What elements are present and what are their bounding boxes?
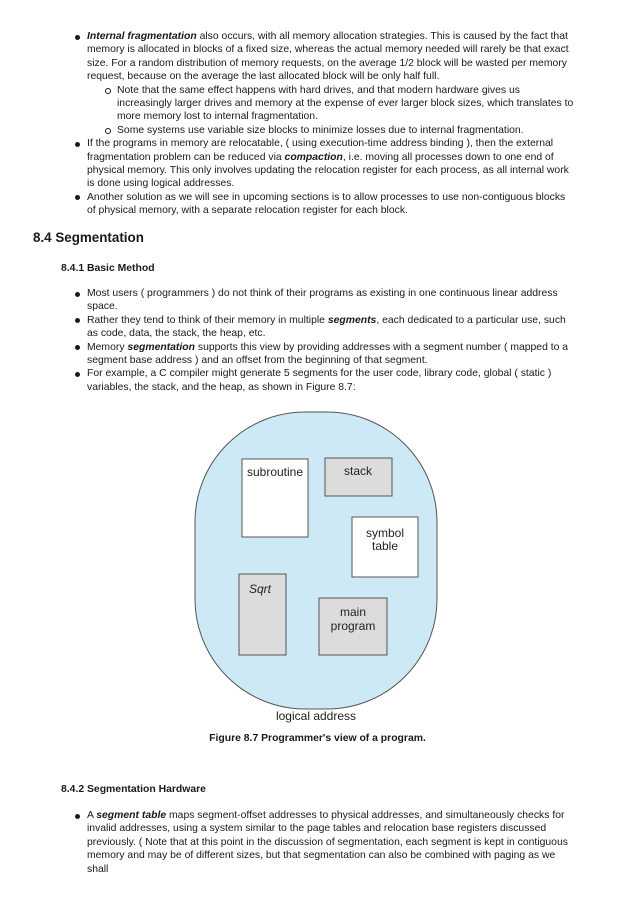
segment-stack-label: stack <box>343 464 373 478</box>
term-internal-fragmentation: Internal fragmentation <box>87 31 197 42</box>
term-segmentation: segmentation <box>127 341 195 353</box>
section-title: 8.4 Segmentation <box>33 230 144 245</box>
list-item <box>75 367 575 394</box>
list-item-text: , each dedicated to a particular use, such as code, data, the stack, the heap, etc. <box>87 314 566 340</box>
list-item-text: Memory <box>87 341 128 353</box>
segment-subroutine-label: subroutine <box>246 465 304 479</box>
list-item-text: , i.e. moving all processes down to one end of physical memory. This only involves updating the relocation register for each process, as all internal work is done using logical addresses. <box>87 151 569 190</box>
sub-list-item <box>104 84 575 124</box>
figure-caption: Figure 8.7 Programmer's view of a program. <box>209 733 426 744</box>
segmentation-hardware-list <box>75 809 575 876</box>
term-segments: segments <box>327 314 377 326</box>
list-item <box>75 30 575 137</box>
list-item <box>75 341 575 368</box>
segment-table-label: table <box>371 539 399 553</box>
segment-program-label: program <box>330 619 376 633</box>
basic-method-list <box>75 287 575 394</box>
list-item-text: A <box>87 810 97 821</box>
list-item-text: maps segment-offset addresses to physical addresses, and simultaneously checks for invalid addresses, using a system similar to the page tables and relocation base registers discussed previously. ( Note that at this point in the discussion of segmentation, each segment is kept in contiguous memory and may be of different sizes, but that segmentation can also be combined with paging as we shall <box>87 810 568 875</box>
list-item-text: supports this view by providing addresses with a segment number ( mapped to a segment base address ) and an offset from the beginning of that segment. <box>87 341 569 367</box>
list-item-text: Rather they tend to think of their memory in multiple <box>87 314 328 326</box>
list-item <box>75 137 575 191</box>
fragmentation-list <box>75 30 575 218</box>
sub-list-item-text: Some systems use variable size blocks to minimize losses due to internal fragmentation. <box>117 124 524 136</box>
subsection-title-basic-method: 8.4.1 Basic Method <box>61 263 155 274</box>
sub-list-item <box>104 124 575 137</box>
list-item <box>75 287 575 314</box>
list-item-text: For example, a C compiler might generate 5 segments for the user code, library code, global ( static ) variables, the stack, and the heap, as shown in Figure 8.7: <box>87 368 552 393</box>
subsection-title-segmentation-hardware: 8.4.2 Segmentation Hardware <box>61 784 206 795</box>
list-item-text: also occurs, with all memory allocation strategies. This is caused by the fact that memory is allocated in blocks of a fixed size, whereas the actual memory needed will rarely be that exact size. For a random distribution of memory requests, on the average 1/2 block will be wasted per memory request, because on the average the last allocated block will be only half full. <box>87 31 569 83</box>
term-compaction: compaction <box>284 151 343 163</box>
list-item <box>75 191 575 218</box>
segment-main-label: main <box>339 605 367 619</box>
figure-programmer-view <box>0 400 635 730</box>
segment-symbol-label: symbol <box>365 526 405 540</box>
segment-sqrt-label: Sqrt <box>248 582 272 596</box>
logical-address-label: logical address <box>275 709 357 723</box>
list-item <box>75 809 575 876</box>
sub-list-item-text: Note that the same effect happens with hard drives, and that modern hardware gives us increasingly larger drives and memory at the expense of ever larger block sizes, which translates to more memory lost to internal fragmentation. <box>117 84 574 123</box>
list-item-text: If the programs in memory are relocatable, ( using execution-time address binding ), then the external fragmentation problem can be reduced via <box>87 138 554 163</box>
term-segment-table: segment table <box>96 810 167 821</box>
list-item-text: Another solution as we will see in upcoming sections is to allow processes to use non-contiguous blocks of physical memory, with a separate relocation register for each block. <box>87 191 566 217</box>
list-item <box>75 314 575 341</box>
list-item-text: Most users ( programmers ) do not think of their programs as existing in one continuous linear address space. <box>87 288 558 313</box>
